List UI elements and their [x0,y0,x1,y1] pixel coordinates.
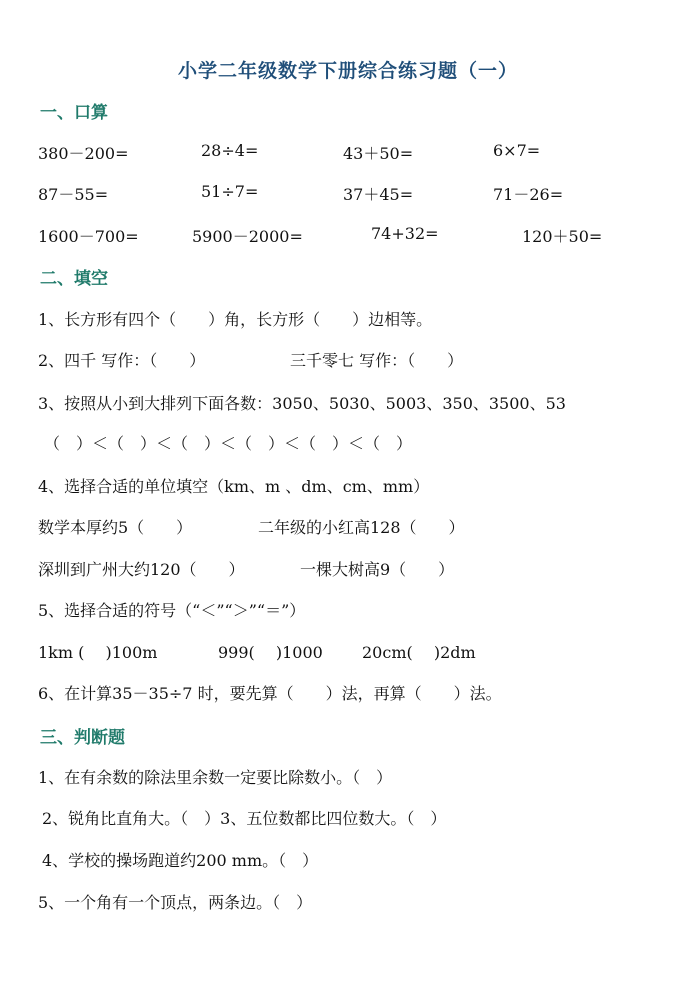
fill-question-6: 6、在计算35－35÷7 时，要先算（ ）法，再算（ ）法。 [38,684,502,703]
fill-question-5c: 20cm( )2dm [362,643,476,662]
oral-item: 5900－2000= [192,227,303,246]
fill-question-1: 1、长方形有四个（ ）角，长方形（ ）边相等。 [38,310,433,329]
oral-item: 43＋50= [343,144,414,163]
fill-question-2b: 三千零七 写作：（ ） [290,351,464,370]
oral-item: 37＋45= [343,185,414,204]
fill-question-5: 5、选择合适的符号（“＜”“＞”“＝”） [38,601,306,620]
fill-question-3-blanks: （ ）＜（ ）＜（ ）＜（ ）＜（ ）＜（ ） [44,434,413,453]
section-heading-oral: 一、口算 [40,103,108,123]
section-heading-fill: 二、填空 [40,269,108,289]
section-heading-judge: 三、判断题 [40,728,125,748]
fill-question-4a: 数学本厚约5（ ） [38,518,193,537]
fill-question-4c: 深圳到广州大约120（ ） [38,560,245,579]
page-title: 小学二年级数学下册综合练习题（一） [177,60,518,82]
oral-item: 120＋50= [522,227,603,246]
oral-item: 87－55= [38,185,109,204]
oral-item: 6×7= [493,141,541,160]
oral-item: 380－200= [38,144,129,163]
judge-question-5: 5、一个角有一个顶点，两条边。（ ） [38,893,313,912]
fill-question-4b: 二年级的小红高128（ ） [258,518,465,537]
oral-item: 1600－700= [38,227,139,246]
judge-question-4: 4、学校的操场跑道约200 mm。（ ） [42,851,319,870]
fill-question-2a: 2、四千 写作：（ ） [38,351,206,370]
fill-question-4d: 一棵大树高9（ ） [300,560,455,579]
fill-question-5a: 1km ( )100m [38,643,158,662]
oral-item: 74+32= [371,224,439,243]
oral-item: 51÷7= [201,182,259,201]
fill-question-4: 4、选择合适的单位填空（km、m 、dm、cm、mm） [38,477,430,496]
judge-question-1: 1、在有余数的除法里余数一定要比除数小。（ ） [38,768,393,787]
fill-question-5b: 999( )1000 [218,643,323,662]
fill-question-3: 3、按照从小到大排列下面各数：3050、5030、5003、350、3500、53 [38,394,566,413]
judge-question-2-3: 2、锐角比直角大。（ ）3、五位数都比四位数大。（ ） [42,809,447,828]
oral-item: 71－26= [493,185,564,204]
oral-item: 28÷4= [201,141,259,160]
